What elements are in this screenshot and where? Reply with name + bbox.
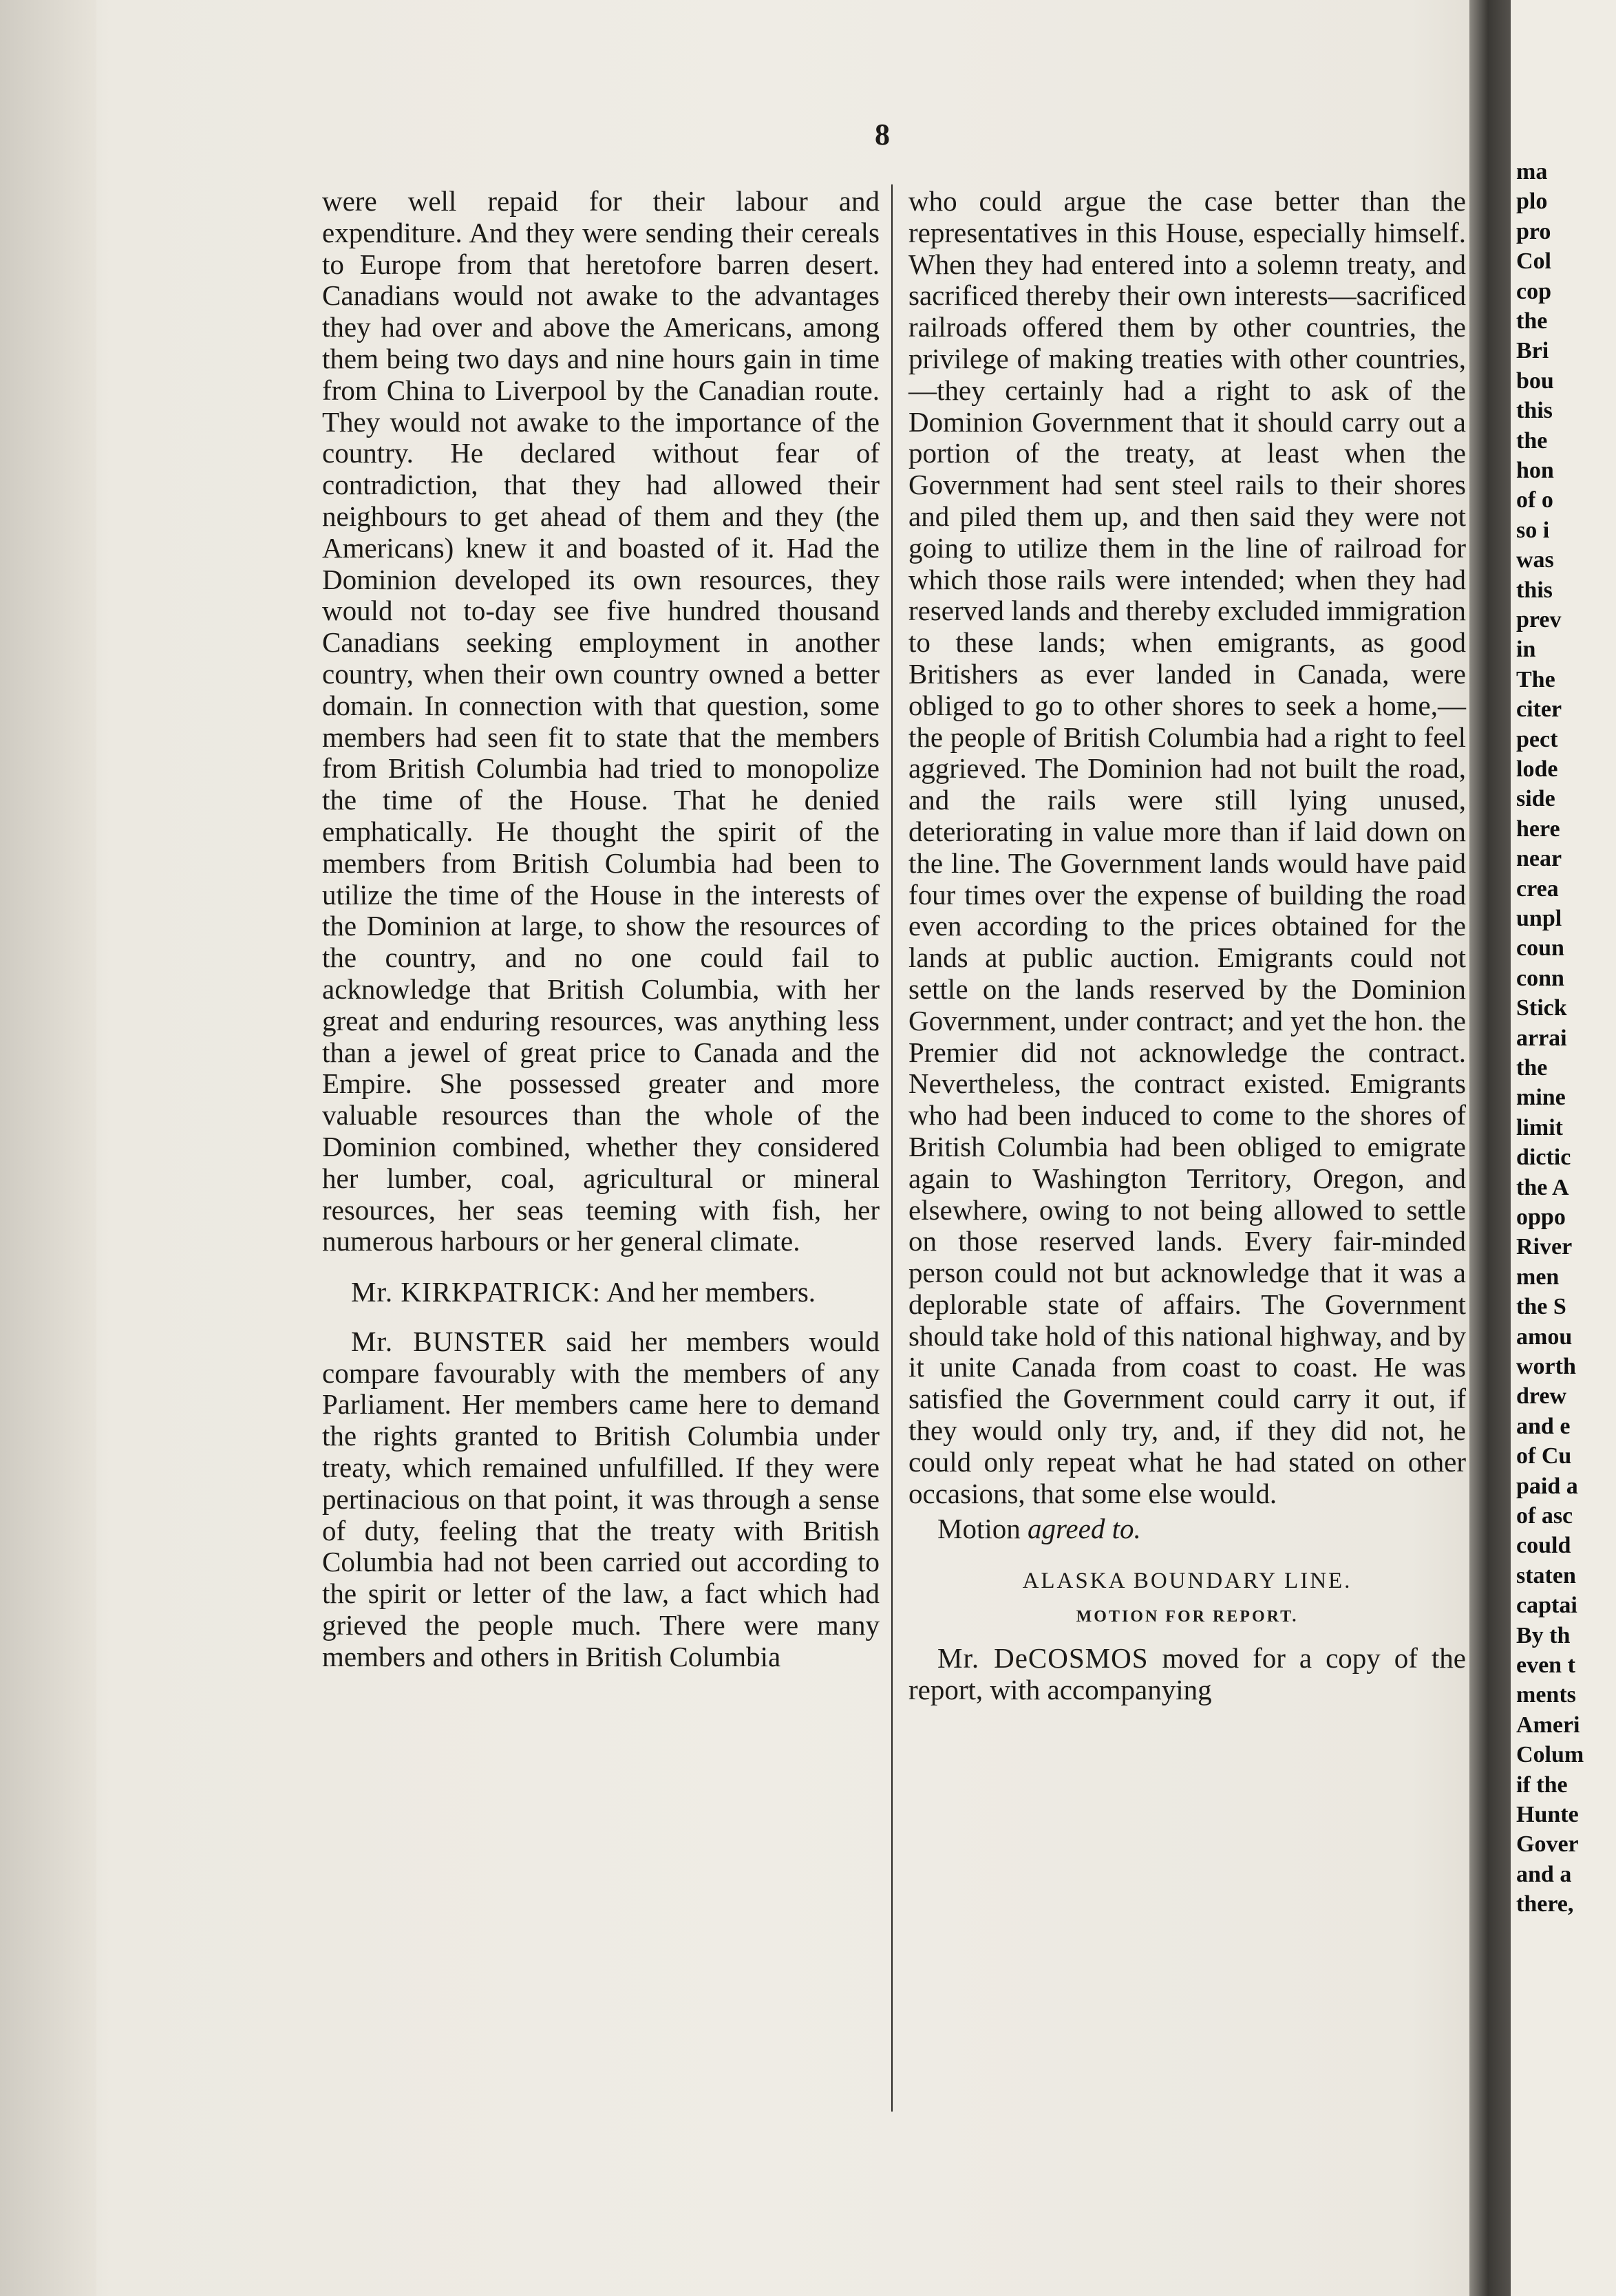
adjacent-page-word: this <box>1516 398 1553 424</box>
speaker-decosmos: Mr. DeCOSMOS <box>937 1641 1149 1674</box>
right-column <box>908 186 1466 2113</box>
adjacent-page-word: staten <box>1516 1562 1576 1588</box>
adjacent-page-word: side <box>1516 786 1555 812</box>
adjacent-page-word: Gover <box>1516 1831 1579 1858</box>
adjacent-page-word: hon <box>1516 458 1554 483</box>
adjacent-page-word: near <box>1516 846 1562 872</box>
adjacent-page-word: ments <box>1516 1682 1576 1708</box>
section-heading: ALASKA BOUNDARY LINE. <box>1022 1569 1352 1594</box>
adjacent-page-word: the <box>1516 308 1548 334</box>
adjacent-page-word: Colum <box>1516 1742 1584 1768</box>
adjacent-page-word: of Cu <box>1516 1443 1572 1469</box>
adjacent-page-word: there, <box>1516 1891 1574 1917</box>
adjacent-page-word: plo <box>1516 189 1548 215</box>
adjacent-page-word: Col <box>1516 248 1551 275</box>
adjacent-page-word: amou <box>1516 1324 1573 1350</box>
adjacent-page-word: Bri <box>1516 338 1549 364</box>
motion-result: agreed to. <box>1028 1513 1141 1545</box>
adjacent-page-word: and e <box>1516 1413 1571 1439</box>
adjacent-page-word: oppo <box>1516 1204 1566 1230</box>
adjacent-page-word: men <box>1516 1264 1560 1290</box>
speech-text: And her members. <box>606 1276 816 1308</box>
adjacent-page-word: bou <box>1516 368 1554 394</box>
adjacent-page-word: of asc <box>1516 1503 1573 1529</box>
adjacent-page-fragment <box>1511 0 1616 2296</box>
motion-prefix: Motion <box>937 1513 1021 1545</box>
adjacent-page-word: this <box>1516 577 1553 603</box>
adjacent-page-word: coun <box>1516 935 1564 961</box>
adjacent-page-word: drew <box>1516 1383 1567 1410</box>
adjacent-page-word: could <box>1516 1533 1571 1559</box>
adjacent-page-word: unpl <box>1516 906 1562 931</box>
adjacent-page-word: The <box>1516 666 1555 692</box>
adjacent-page-word: so i <box>1516 517 1550 543</box>
adjacent-page-word: conn <box>1516 965 1564 991</box>
left-column <box>322 186 880 2113</box>
adjacent-page-word: if the <box>1516 1772 1568 1798</box>
adjacent-page-word: the <box>1516 427 1548 454</box>
adjacent-page-word: mine <box>1516 1085 1566 1111</box>
adjacent-page-word: pro <box>1516 218 1551 244</box>
page-edge-shadow <box>0 0 96 2296</box>
adjacent-page-word: lode <box>1516 756 1558 782</box>
adjacent-page-word: in <box>1516 637 1536 663</box>
adjacent-page-word: cop <box>1516 278 1551 304</box>
adjacent-page-word: here <box>1516 816 1560 842</box>
adjacent-page-word: prev <box>1516 607 1562 633</box>
adjacent-page-word: even t <box>1516 1652 1575 1678</box>
motion-line <box>908 1513 1466 1545</box>
adjacent-page-word: Hunte <box>1516 1802 1579 1827</box>
left-paragraph-2 <box>322 1277 880 1308</box>
adjacent-page-word: pect <box>1516 726 1558 752</box>
adjacent-page-word: Ameri <box>1516 1712 1580 1738</box>
adjacent-page-word: the A <box>1516 1174 1569 1200</box>
adjacent-page-word: ma <box>1516 159 1548 184</box>
page-number: 8 <box>875 118 890 151</box>
adjacent-page-word: the S <box>1516 1294 1566 1320</box>
speaker-kirkpatrick: Mr. KIRKPATRICK: <box>351 1276 602 1308</box>
speaker-bunster: Mr. BUNSTER <box>351 1325 547 1357</box>
column-divider <box>891 184 893 2112</box>
adjacent-page-word: Stick <box>1516 995 1567 1021</box>
adjacent-page-word: worth <box>1516 1354 1576 1379</box>
adjacent-page-word: and a <box>1516 1861 1572 1887</box>
speech-text: moved for a copy of the report, with accompanying <box>908 1641 1467 1705</box>
adjacent-page-word: River <box>1516 1234 1573 1260</box>
speech-text: said her members would compare favourably with the members of any Parliament. Her members came here to demand the rights granted to British Columbia under treaty, which remained unfulfilled. If they were pertinacious on that point, it was through a sense of duty, feeling that the treaty with British Columbia had not been carried out according to the spirit or letter of the law, a fact which had grieved the people much. There were many members and others in British Columbia <box>322 1325 880 1672</box>
adjacent-page-word: the <box>1516 1055 1548 1081</box>
adjacent-page-word: captai <box>1516 1593 1577 1619</box>
adjacent-page-word: was <box>1516 547 1554 573</box>
adjacent-page-word: crea <box>1516 875 1559 902</box>
adjacent-page-word: paid a <box>1516 1473 1578 1499</box>
left-paragraph-3 <box>322 1326 880 1673</box>
book-binding-gutter <box>1469 0 1511 2296</box>
adjacent-page-word: By th <box>1516 1622 1571 1648</box>
section-subheading: MOTION FOR REPORT. <box>1076 1608 1299 1626</box>
adjacent-page-word: arrai <box>1516 1025 1567 1051</box>
right-paragraph-2 <box>908 1643 1466 1706</box>
adjacent-page-word: limit <box>1516 1114 1563 1140</box>
adjacent-page-word: of o <box>1516 487 1553 513</box>
adjacent-page-word: citer <box>1516 697 1562 723</box>
left-paragraph-1: were well repaid for their labour and expenditure. And they were sending their cereals to Europe from that heretofore barren desert. Canadians would not awake to the advantages they had over and above the Americans, among them being two days and nine hours gain in time from China to Liverpool by the Canadian route. They would not awake to the importance of the country. He declared without fear of contradiction, that they had allowed their neighbours to get ahead of them and they (the Americans) knew it and boasted of it. Had the Dominion developed its own resources, they would not to-day see five hundred thousand Canadians seeking employment in another country, when their own country owned a better domain. In connection with that question, some members had seen fit to state that the members from British Columbia had tried to monopolize the time of the House. That he denied emphatically. He thought the spirit of the members from British Columbia had been to utilize the time of the House in the interests of the Dominion at large, to show the resources of the country, and no one could fail to acknowledge that British Columbia, with her great and enduring resources, was anything less than a jewel of great price to Canada and the Empire. She possessed greater and more valuable resources than the whole of the Dominion combined, whether they considered her lumber, coal, agricultural or mineral resources, her seas teeming with fish, her numerous harbours or her general climate. <box>322 185 880 1257</box>
right-paragraph-1: who could argue the case better than the representatives in this House, especially himself. When they had entered into a solemn treaty, and sacrificed thereby their own interests—sacrificed railroads offered them by other countries, the privilege of making treaties with other countries, —they certainly had a right to ask of the Dominion Government that it should carry out a portion of the treaty, at least when the Government had sent steel rails to their shores and piled them up, and then said they were not going to utilize them in the line of railroad for which those rails were intended; when they had reserved lands and thereby excluded immigration to these lands; when emigrants, as good Britishers as ever landed in Canada, were obliged to go to other shores to seek a home,—the people of British Columbia had a right to feel aggrieved. The Dominion had not built the road, and the rails were still lying unused, deteriorating in value more than if laid down on the line. The Government lands would have paid four times over the expense of building the road even according to the prices obtained for the lands at public auction. Emigrants could not settle on the lands reserved by the Dominion Government, under contract; and yet the hon. the Premier did not acknowledge the contract. Nevertheless, the contract existed. Emigrants who had been induced to come to the shores of British Columbia had been obliged to emigrate again to Washington Territory, Oregon, and elsewhere, owing to not being allowed to settle on those reserved lands. Every fair-minded person could not but acknowledge that it was a deplorable state of affairs. The Government should take hold of this national highway, and by it unite Canada from coast to coast. He was satisfied the Government could carry it out, if they would only try, and, if they did not, he could only repeat what he had stated on other occasions, that some else would. <box>908 185 1466 1509</box>
adjacent-page-word: dictic <box>1516 1145 1571 1171</box>
